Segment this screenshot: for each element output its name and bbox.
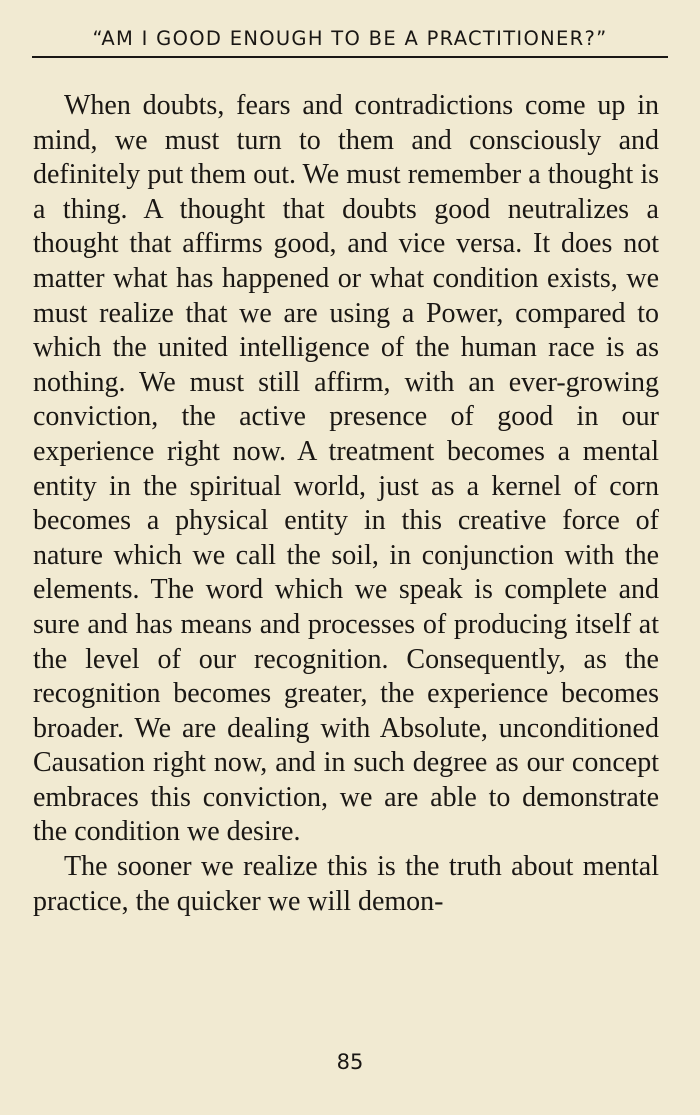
body-text [33,89,659,919]
page-number: 85 [336,1050,364,1074]
paragraph: When doubts, fears and contradictions come up in mind, we must turn to them and consciously and definitely put them out. We must remember a thought is a thing. A thought that doubts good neutralizes a thought that affirms good, and vice versa. It does not matter what has happened or what condition exists, we must realize that we are using a Power, compared to which the united intelligence of the human race is as nothing. We must still affirm, with an ever-growing conviction, the active presence of good in our experience right now. A treatment becomes a mental entity in the spiritual world, just as a kernel of corn becomes a physical entity in this creative force of nature which we call the soil, in conjunction with the elements. The word which we speak is complete and sure and has means and processes of producing itself at the level of our recognition. Consequently, as the recognition becomes greater, the experience becomes broader. We are dealing with Absolute, unconditioned Causation right now, and in such degree as our concept embraces this conviction, we are able to demonstrate the condition we desire. [33,90,659,848]
header-rule [32,56,668,58]
paragraph: The sooner we realize this is the truth about mental practice, the quicker we will demon- [33,851,659,917]
running-head: “AM I GOOD ENOUGH TO BE A PRACTITIONER?” [92,27,608,50]
